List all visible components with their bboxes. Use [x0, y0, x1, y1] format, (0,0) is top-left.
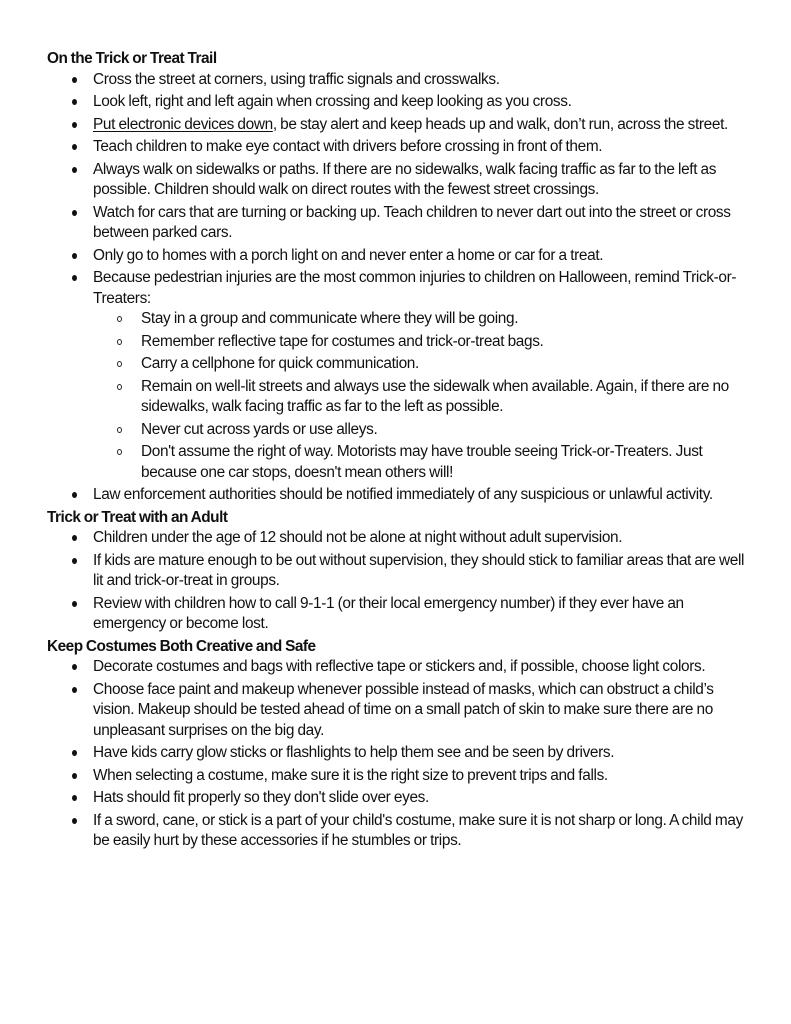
- bullet-icon: [72, 601, 77, 607]
- list-item: Cross the street at corners, using traffic signals and crosswalks.: [47, 70, 747, 91]
- bullet-list: [47, 528, 747, 635]
- underlined-emphasis: Put electronic devices down: [93, 115, 273, 133]
- hollow-bullet-icon: [117, 384, 122, 390]
- list-item: If a sword, cane, or stick is a part of your child's costume, make sure it is not sharp or long. A child may be easily hurt by these accessories if he stumbles or trips.: [47, 811, 747, 852]
- list-item: Law enforcement authorities should be notified immediately of any suspicious or unlawful activity.: [47, 485, 747, 506]
- sub-bullet-list: [93, 309, 747, 483]
- bullet-icon: [72, 818, 77, 824]
- bullet-icon: [72, 750, 77, 756]
- bullet-icon: [72, 77, 77, 83]
- list-item: Only go to homes with a porch light on and never enter a home or car for a treat.: [47, 246, 747, 267]
- list-item: Teach children to make eye contact with drivers before crossing in front of them.: [47, 137, 747, 158]
- list-item: Choose face paint and makeup whenever possible instead of masks, which can obstruct a child’s vision. Makeup should be tested ahead of time on a small patch of skin to make sure there are no unpleasant surprises on the big day.: [47, 680, 747, 742]
- bullet-icon: [72, 253, 77, 259]
- sub-list-item: Remember reflective tape for costumes and trick-or-treat bags.: [93, 332, 747, 353]
- hollow-bullet-icon: [117, 339, 122, 345]
- bullet-icon: [72, 795, 77, 801]
- list-item: Hats should fit properly so they don't slide over eyes.: [47, 788, 747, 809]
- bullet-icon: [72, 122, 77, 128]
- list-item: Review with children how to call 9-1-1 (or their local emergency number) if they ever have an emergency or become lost.: [47, 594, 747, 635]
- section-trick-or-treat-trail: [47, 49, 747, 506]
- hollow-bullet-icon: [117, 316, 122, 322]
- list-item: When selecting a costume, make sure it is the right size to prevent trips and falls.: [47, 766, 747, 787]
- bullet-icon: [72, 167, 77, 173]
- list-item: Children under the age of 12 should not be alone at night without adult supervision.: [47, 528, 747, 549]
- list-item: If kids are mature enough to be out without supervision, they should stick to familiar areas that are well lit and trick-or-treat in groups.: [47, 551, 747, 592]
- list-item: Put electronic devices down, be stay alert and keep heads up and walk, don’t run, across the street.: [47, 115, 747, 136]
- sub-list-item: Never cut across yards or use alleys.: [93, 420, 747, 441]
- bullet-icon: [72, 664, 77, 670]
- bullet-list: [47, 70, 747, 506]
- list-item: Look left, right and left again when crossing and keep looking as you cross.: [47, 92, 747, 113]
- section-heading: Trick or Treat with an Adult: [47, 508, 228, 526]
- bullet-icon: [72, 535, 77, 541]
- section-trick-or-treat-with-adult: [47, 508, 747, 635]
- section-heading: Keep Costumes Both Creative and Safe: [47, 637, 316, 655]
- bullet-icon: [72, 210, 77, 216]
- list-item: Always walk on sidewalks or paths. If there are no sidewalks, walk facing traffic as far to the left as possible. Children should walk on direct routes with the fewest street crossings.: [47, 160, 747, 201]
- section-costumes-creative-safe: [47, 637, 747, 852]
- hollow-bullet-icon: [117, 361, 122, 367]
- bullet-icon: [72, 773, 77, 779]
- section-heading: On the Trick or Treat Trail: [47, 50, 217, 67]
- sub-list-item: Stay in a group and communicate where they will be going.: [93, 309, 747, 330]
- bullet-icon: [72, 558, 77, 564]
- list-item: Have kids carry glow sticks or flashlights to help them see and be seen by drivers.: [47, 743, 747, 764]
- bullet-icon: [72, 144, 77, 150]
- bullet-icon: [72, 275, 77, 281]
- hollow-bullet-icon: [117, 449, 122, 455]
- sub-list-item: Don't assume the right of way. Motorists may have trouble seeing Trick-or-Treaters. Just because one car stops, doesn't mean others will!: [93, 442, 747, 483]
- bullet-icon: [72, 687, 77, 693]
- hollow-bullet-icon: [117, 427, 122, 433]
- bullet-icon: [72, 492, 77, 498]
- sub-list-item: Remain on well-lit streets and always use the sidewalk when available. Again, if there are no sidewalks, walk facing traffic as far to the left as possible.: [93, 377, 747, 418]
- list-item: Watch for cars that are turning or backing up. Teach children to never dart out into the street or cross between parked cars.: [47, 203, 747, 244]
- sub-list-item: Carry a cellphone for quick communication.: [93, 354, 747, 375]
- bullet-list: [47, 657, 747, 852]
- list-item: Decorate costumes and bags with reflective tape or stickers and, if possible, choose light colors.: [47, 657, 747, 678]
- bullet-icon: [72, 99, 77, 105]
- document-page: [47, 49, 747, 854]
- list-item: Because pedestrian injuries are the most common injuries to children on Halloween, remind Trick-or-Treaters: Stay in a group and communicate where they will be going. Remember reflective tape for costumes and trick-or-treat bags. Carry a cellphone for quick communication. Remain on well-lit streets and always use the sidewalk when available. Again, if there are no sidewalks, walk facing traffic as far to the left as possible. Never cut across yards or use alleys. Don't assume the right of way. Motorists may have trouble seeing Trick-or-Treaters. Just because one car stops, doesn't mean others will!: [47, 268, 747, 483]
